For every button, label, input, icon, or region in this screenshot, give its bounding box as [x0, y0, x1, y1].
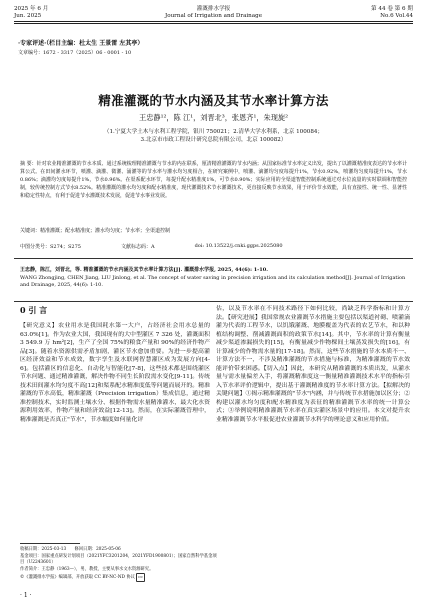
header-date-en: Jun. 2025	[14, 13, 42, 19]
document-code: 文献标志码：A	[120, 244, 155, 250]
author-list: 王忠静¹²，陈 江¹，刘晋北³，张恩齐¹，朱现旋²	[139, 113, 288, 122]
license-text: ©《灌溉排水学报》编辑部，开放获取 CC BY-NC-ND 协议	[20, 575, 135, 581]
affiliations	[40, 128, 387, 144]
keywords: 关键词：精准灌溉；配水精准度；灌水均匀度；节水率；全渠道控制	[20, 228, 171, 234]
volume-en: No.6 Vol.44	[380, 13, 413, 19]
divider	[14, 301, 413, 302]
header-center	[14, 6, 413, 20]
classification-meta	[20, 243, 407, 250]
clc-number: 中图分类号：S274；S275	[20, 244, 81, 250]
received-date: 收稿日期：2025-03-13	[20, 547, 67, 552]
footnotes	[20, 547, 220, 582]
footnote-dates	[20, 547, 220, 554]
license-line	[20, 573, 220, 582]
column-note: ·专家评述·（栏目主编：杜太生 王景雷 左其亭）	[18, 40, 144, 47]
affiliation-line-2: 3.北京市市政工程设计研究总院有限公司，北京 100082）	[140, 137, 287, 143]
divider	[14, 258, 413, 259]
abstract: 摘 要：针对农业精准灌溉的节水本质、通过系统梳理精准灌溉与节水的内在联系，厘清精准灌溉的节水内涵；从国家标准节水率定义出发，提出了以灌溉精准度表达的节水率计算公式。在田间灌水环节，喷灌、滴灌、微灌、涌灌等的节水率与灌水均匀度相合，在研究案例中，喷灌、滴灌均匀度每提升1%，节水0.92%，喷灌均匀度每提升1%，节水0.86%；滴灌均匀度每提升1%，节水0.96%。在渠系配水环节，每提升配水精准度1%，可节水0.90%；实际应用的全渠道智能控制系统通过对水位流量的实时联调和智能控制，较传统控制方式节水8.52%。精准灌溉的灌水均匀度和配水精准度，现代灌溉技术节水灌溉技术，更直接反映节水效果，用于评价节水效能，具有直接性、统一性、显著性和稳定性特点，有利于促进节水灌溉技术发展，促进节水事业发展。	[20, 161, 407, 199]
article-number: 文章编号：1672 - 3317（2025）06 - 0001 - 10	[18, 50, 132, 56]
paper-title: 精准灌溉的节水内涵及其节水率计算方法	[98, 93, 329, 108]
journal-name-en: Journal of Irrigation and Drainage	[164, 13, 263, 19]
page-number: · 1 ·	[20, 592, 32, 599]
header-date-cn: 2025 年 6 月	[14, 6, 49, 12]
footnote-rule	[20, 543, 80, 544]
header-right	[371, 6, 413, 20]
section-heading-intro: 0 引 言	[20, 305, 48, 315]
citation-block	[20, 267, 407, 290]
body-left-column: 【研究意义】农业用水是我国耗水第一大户，占经济社会用水总量的 63.0%[1]。作为农业大国，我国现有的大中型灌区 7 326 处，灌溉面积 3 549.9 万 hm²[2]，生产了全国 75%的粮食产量和 90%的经济作物产品[3]。随着水资源供需矛盾加剧，灌区节水愈加重要。为进一步提高灌区经济效益和节水成效，数字孪生及水联网智慧灌区成为发展方向[4-6]。包括灌区的信息化、自动化与智能化[7-8]，这些技术都是围绕灌区节水问题、通过精准灌溉，解决作物不同生长阶段需水变化[9-11]。传统技术田间灌水均匀度不高[12]和渠系配水精准度低等问题而展开的。精准灌溉的节水高低，精准灌溉（Precision irrigation）集成信息，通过精准控制技术，实时监测土壤水分、根据作物需水量精准灌水，最大化水资源利用效率，作物产量和经济效益[12-13]。然而，在实际灌溉管理中，精准灌溉是否真正"节水"，节水幅度如何量化评	[20, 323, 210, 423]
citation-en: WANG Zhongjing, CHEN Jiang, LIU Jinlong, et al. The concept of water saving in precision irrigation and its calculation method[J]. Journal of Irrigation and Drainage, 2025, 44(6): 1-10.	[20, 274, 406, 289]
cc-license-icon: cc	[136, 573, 144, 582]
journal-name-cn: 灌溉排水学报	[196, 6, 231, 12]
doi: doi: 10.13522/j.cnki.ggps.2025080	[194, 243, 283, 249]
volume-cn: 第 44 卷 第 6 期	[371, 6, 413, 12]
header-rule-thin	[14, 23, 413, 24]
revised-date: 修回日期：2025-05-06	[74, 547, 121, 552]
affiliation-line-1: （1.宁夏大学土木与水利工程学院，银川 750021；2.清华大学水利系，北京 100084；	[103, 129, 324, 135]
author-bio: 作者简介：王忠静（1963—），男，教授，主要从事水文水资源研究。	[20, 566, 154, 572]
header-rule	[14, 21, 413, 22]
citation-cn: 王忠静，陈江，刘晋北，等. 精准灌溉的节水内涵及其节水率计算方法[J]. 灌溉排水学报, 2025, 44(6): 1-10.	[20, 267, 268, 273]
fund-info: 基金项目：国家重点研发计划项目（2021YFC3201204，2021YFD1900801）；国家自然科学基金项目（U2243601）	[20, 553, 217, 566]
body-right-column: 估，以及节水率在不同技术路径下如何比较，尚缺乏科学指标和计算方法。【研究进展】我国常规农业灌溉节水措施主要包括以渠道衬砌、喷灌滴灌为代表的工程节水，以饥饿灌溉、地膜覆盖为代表的农艺节水，和以种植结构调整、削减灌溉面积的政策节水[14]。其中，节水率的计算有衡量减少渠道渗漏损失的[15]，有衡量减少作物棵间土壤蒸发损失的[16]，有计算减少的作物需水量的[17-18]。然而，这些节水措施的节水本质不一、计算方法不一，不涉及精准灌溉的节水措施与标准，为精准灌溉的节水效能评价带来困惑。【切入点】因此，本研究从精准灌溉的本质出发，从灌水量与需水量偏差入手，将灌溉精准度这一衡量精准灌溉技术水平的指标引入节水率评价逻辑中，提出基于灌溉精准度的节水率计算方法。【拟解决的关键问题】①揭示精准灌溉的"节水"内涵，并与传统节水措施加以区分；②构建以灌水均匀度和配水精准度为表征的精准灌溉节水率的统一计算公式；③举例说明精准灌溉节水率在真实灌区场景中的应用。本文对提升农业精准灌溉节水平报促进农业灌溉节水科学的理论意义和应用价值。	[216, 306, 410, 423]
